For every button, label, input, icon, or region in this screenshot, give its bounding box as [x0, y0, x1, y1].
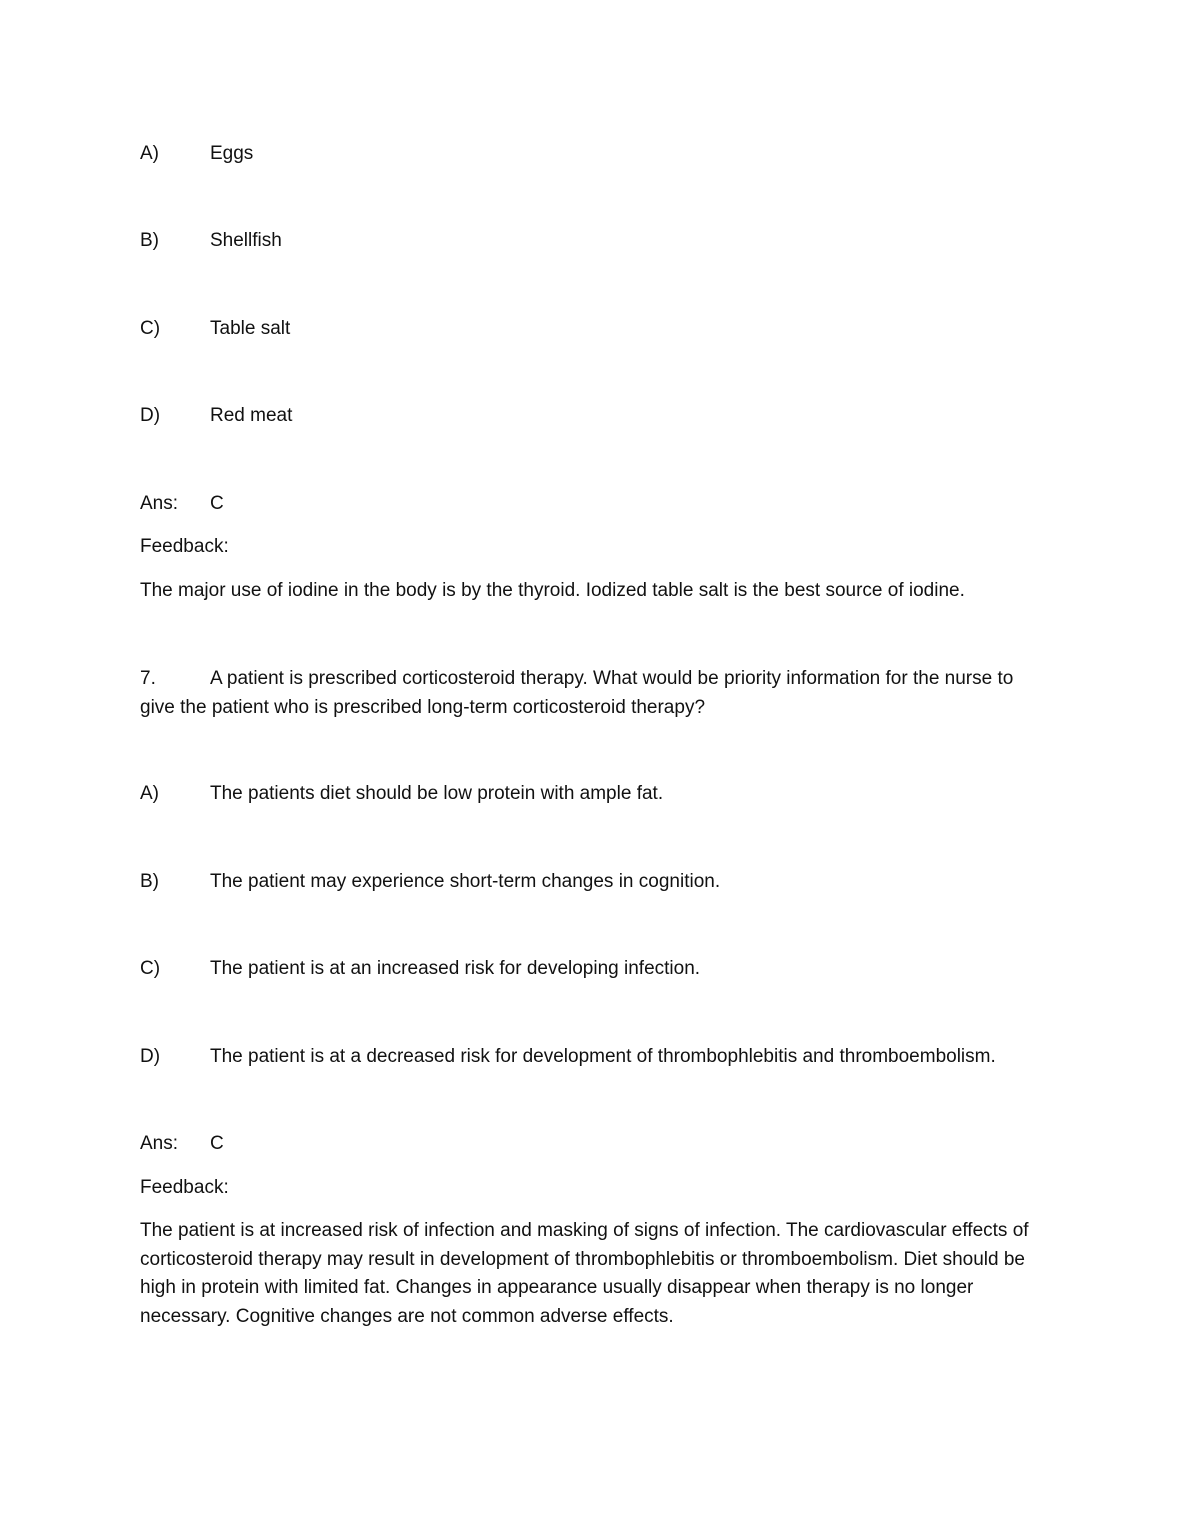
q6-answer-value: C — [210, 493, 224, 514]
option-text: Eggs — [210, 143, 254, 164]
q7-prompt-text: A patient is prescribed corticosteroid therapy. What would be priority information for the nurse to give the patient who is prescribed long-term corticosteroid therapy? — [140, 668, 1014, 718]
q6-feedback-label: Feedback: — [140, 536, 229, 557]
option-letter: A) — [140, 783, 159, 804]
option-letter: D) — [140, 1046, 161, 1067]
q7-number: 7. — [140, 668, 156, 689]
option-letter: C) — [140, 958, 161, 979]
option-text: The patient may experience short-term changes in cognition. — [210, 871, 721, 892]
q7-answer-value: C — [210, 1133, 224, 1154]
q7-feedback-text: The patient is at increased risk of infection and masking of signs of infection. The cardiovascular effects of corticosteroid therapy may result in development of thrombophlebitis or thromboembolism. Diet should be high in protein with limited fat. Changes in appearance usually disappear when therapy is no longer necessary. Cognitive changes are not common adverse effects. — [140, 1220, 1029, 1327]
option-text: The patient is at a decreased risk for development of thrombophlebitis and thromboembolism. — [210, 1046, 996, 1067]
option-text: The patients diet should be low protein with ample fat. — [210, 783, 664, 804]
q6-answer-label: Ans: — [140, 493, 179, 514]
option-letter: B) — [140, 230, 159, 251]
q7-prompt — [140, 664, 1050, 722]
option-letter: C) — [140, 318, 161, 339]
q7-feedback-label: Feedback: — [140, 1177, 229, 1198]
option-text: Table salt — [210, 318, 291, 339]
option-text: Shellfish — [210, 230, 282, 251]
option-letter: D) — [140, 405, 161, 426]
option-letter: B) — [140, 871, 159, 892]
option-text: The patient is at an increased risk for developing infection. — [210, 958, 701, 979]
q7-answer-label: Ans: — [140, 1133, 179, 1154]
q6-feedback-text: The major use of iodine in the body is by the thyroid. Iodized table salt is the best source of iodine. — [140, 580, 965, 601]
option-text: Red meat — [210, 405, 293, 426]
option-letter: A) — [140, 143, 159, 164]
